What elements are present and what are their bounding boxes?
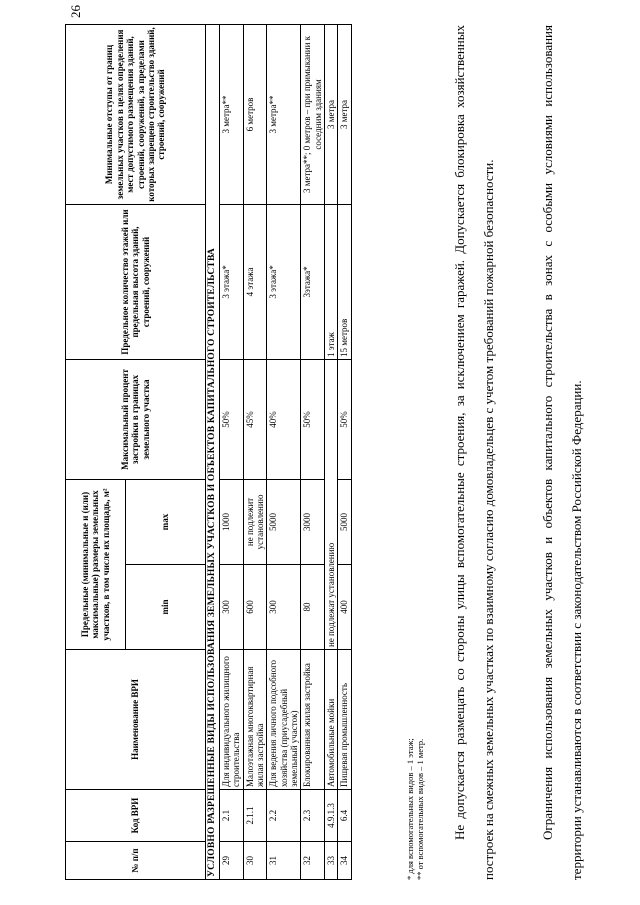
row-code: 2.3	[301, 790, 325, 842]
row-max: не подлежит установлению	[243, 479, 267, 564]
row-floors: 1 этаж	[325, 204, 338, 359]
row-min: 400	[338, 565, 351, 650]
row-name: Для ведения личного подсобного хозяйства (приусадебный земельный участок)	[267, 650, 301, 790]
row-floors: 3 этажа*	[267, 204, 301, 359]
header-num: № п/п	[66, 842, 206, 880]
row-num: 29	[219, 842, 243, 880]
row-setback: 6 метров	[243, 24, 267, 204]
row-setback: 3 метра**	[267, 24, 301, 204]
row-floors: 15 метров	[338, 204, 351, 359]
row-name: Пищевая промышленность	[338, 650, 351, 790]
row-percent: 40%	[267, 359, 301, 479]
table-row	[219, 24, 243, 879]
paragraph: Не допускается размещать со стороны улицы вспомогательные строения, за исключением гаражей. Допускается блокировка хозяйственных построек на смежных земельных участках по взаимному согласию домовладельцев с учетом требований пожарной безопасности.	[452, 25, 496, 880]
header-name: Наименование ВРИ	[66, 650, 206, 790]
row-min: 300	[267, 565, 301, 650]
header-code: Код ВРИ	[66, 790, 206, 842]
table-row	[338, 24, 351, 879]
row-code: 4.9.1.3	[325, 790, 338, 842]
header-sizes: Предельные (минимальные и (или) максимальные) размеры земельных участков, в том числе их площадь, м²	[66, 479, 126, 649]
header-setback: Минимальные отступы от границ земельных участков в целях определения мест допустимого размещения зданий, строений, сооружений, за пределами которых запрещено строительство зданий, строений, сооружений	[66, 24, 206, 204]
footnote: ** от вспомогательных видов – 1 метр.	[415, 738, 426, 880]
row-num: 30	[243, 842, 267, 880]
row-num: 32	[301, 842, 325, 880]
row-floors: 4 этажа	[243, 204, 267, 359]
page-number: 26	[68, 5, 83, 18]
header-floors: Предельное количество этажей или предельная высота зданий, строений, сооружений	[66, 204, 206, 359]
header-min: min	[126, 565, 206, 650]
footnotes	[405, 25, 425, 880]
row-code: 6.4	[338, 790, 351, 842]
row-percent: 45%	[243, 359, 267, 479]
paragraph: Ограничения использования земельных участков и объектов капитального строительства в зонах с особыми условиями использования территории устанавливаются в соответствии с законодательством Российской Федерации.	[540, 25, 584, 880]
table-row	[243, 24, 267, 879]
footnote: * для вспомогательных видов – 1 этаж;	[405, 738, 415, 880]
row-name: Автомобильные мойки	[325, 650, 338, 790]
zoning-table	[65, 24, 352, 880]
row-num: 33	[325, 842, 338, 880]
row-sizes-merged: не подлежат установлению	[325, 359, 338, 649]
row-max: 5000	[267, 479, 301, 564]
row-code: 2.2	[267, 790, 301, 842]
row-percent: 50%	[219, 359, 243, 479]
row-max: 3000	[301, 479, 325, 564]
row-setback: 3 метра	[338, 24, 351, 204]
row-num: 34	[338, 842, 351, 880]
section-title: УСЛОВНО РАЗРЕШЕННЫЕ ВИДЫ ИСПОЛЬЗОВАНИЯ ЗЕМЕЛЬНЫХ УЧАСТКОВ И ОБЪЕКТОВ КАПИТАЛЬНОГО СТРОИТЕЛЬСТВА	[206, 24, 220, 879]
row-name: Малоэтажная многоквартирная жилая застройка	[243, 650, 267, 790]
row-code: 2.1	[219, 790, 243, 842]
row-min: 300	[219, 565, 243, 650]
row-percent: 50%	[301, 359, 325, 479]
row-name: Блокированная жилая застройка	[301, 650, 325, 790]
row-code: 2.1.1	[243, 790, 267, 842]
row-min: 80	[301, 565, 325, 650]
row-floors: 3этажа*	[301, 204, 325, 359]
row-num: 31	[267, 842, 301, 880]
row-max: 5000	[338, 479, 351, 564]
row-setback: 3 метра**; 0 метров – при примыкании к соседним зданиям	[301, 24, 325, 204]
row-setback: 3 метра**	[219, 24, 243, 204]
header-max: max	[126, 479, 206, 564]
row-floors: 3 этажа*	[219, 204, 243, 359]
rotated-page-content	[65, 25, 610, 880]
header-percent: Максимальный процент застройки в границах земельного участка	[66, 359, 206, 479]
row-name: Для индивидуального жилищного строительства	[219, 650, 243, 790]
table-row	[301, 24, 325, 879]
row-min: 600	[243, 565, 267, 650]
row-setback: 3 метра	[325, 24, 338, 204]
row-percent: 50%	[338, 359, 351, 479]
table-row	[325, 24, 338, 879]
table-row	[267, 24, 301, 879]
row-max: 1000	[219, 479, 243, 564]
